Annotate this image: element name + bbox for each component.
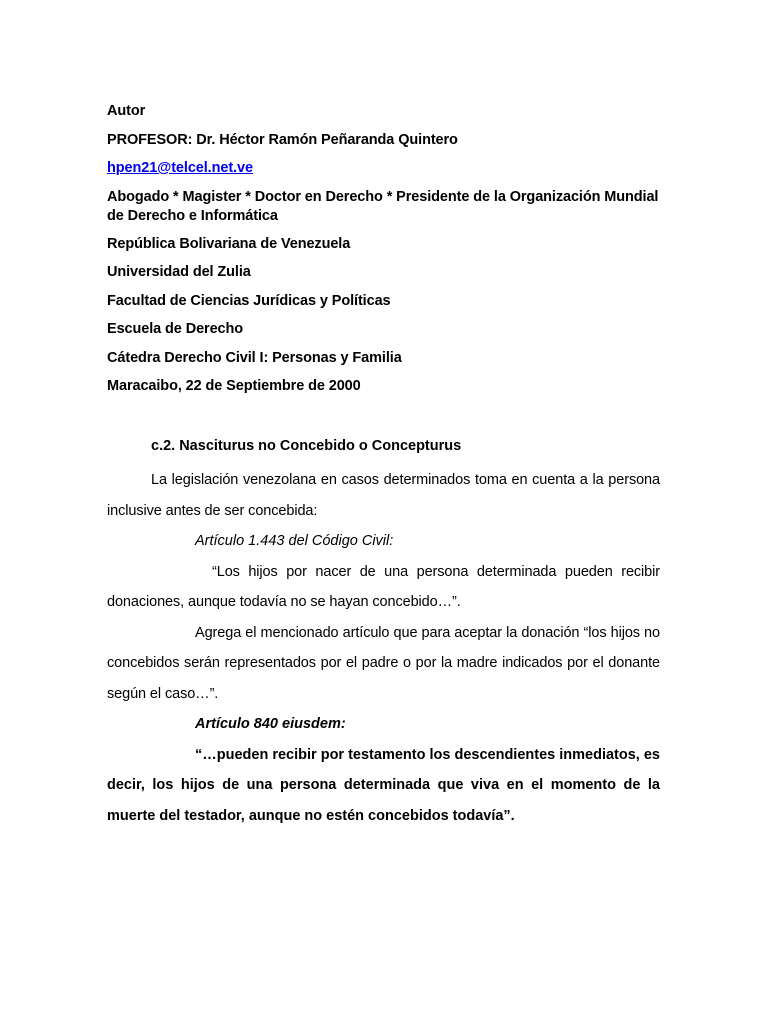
article-840-quote: “…pueden recibir por testamento los descendientes inmediatos, es decir, los hijos de una persona determinada que viva en el momento de la muerte del testador, aunque no estén concebidos todavía”. [107, 746, 660, 824]
university-line: Universidad del Zulia [107, 264, 251, 280]
place-date-line: Maracaibo, 22 de Septiembre de 2000 [107, 378, 361, 394]
faculty-line: Facultad de Ciencias Jurídicas y Políticas [107, 292, 391, 309]
author-header [107, 102, 667, 406]
professor-name: PROFESOR: Dr. Héctor Ramón Peñaranda Quintero [107, 131, 458, 148]
school-line: Escuela de Derecho [107, 321, 244, 337]
intro-paragraph: La legislación venezolana en casos determinados toma en cuenta a la persona inclusive antes de ser concebida: [107, 472, 660, 519]
chair-line: Cátedra Derecho Civil I: Personas y Familia [107, 349, 402, 366]
article-1443-addition: Agrega el mencionado artículo que para aceptar la donación “los hijos no concebidos serán representados por el padre o por la madre indicados por el donante según el caso…”. [107, 624, 660, 702]
article-1443-quote: “Los hijos por nacer de una persona determinada pueden recibir donaciones, aunque todavía no se hayan concebido…”. [107, 563, 660, 610]
section-body [107, 437, 660, 831]
article-840-reference: Artículo 840 eiusdem: [195, 716, 346, 732]
country-line: República Bolivariana de Venezuela [107, 235, 351, 252]
author-titles: Abogado * Magister * Doctor en Derecho * Presidente de la Organización Mundial de Derecho e Informática [107, 188, 659, 224]
email-link[interactable]: hpen21@telcel.net.ve [107, 160, 253, 176]
author-label: Autor [107, 103, 146, 119]
section-title: c.2. Nasciturus no Concebido o Concepturus [151, 438, 462, 454]
article-1443-reference: Artículo 1.443 del Código Civil: [195, 533, 394, 549]
email-line [107, 159, 667, 178]
